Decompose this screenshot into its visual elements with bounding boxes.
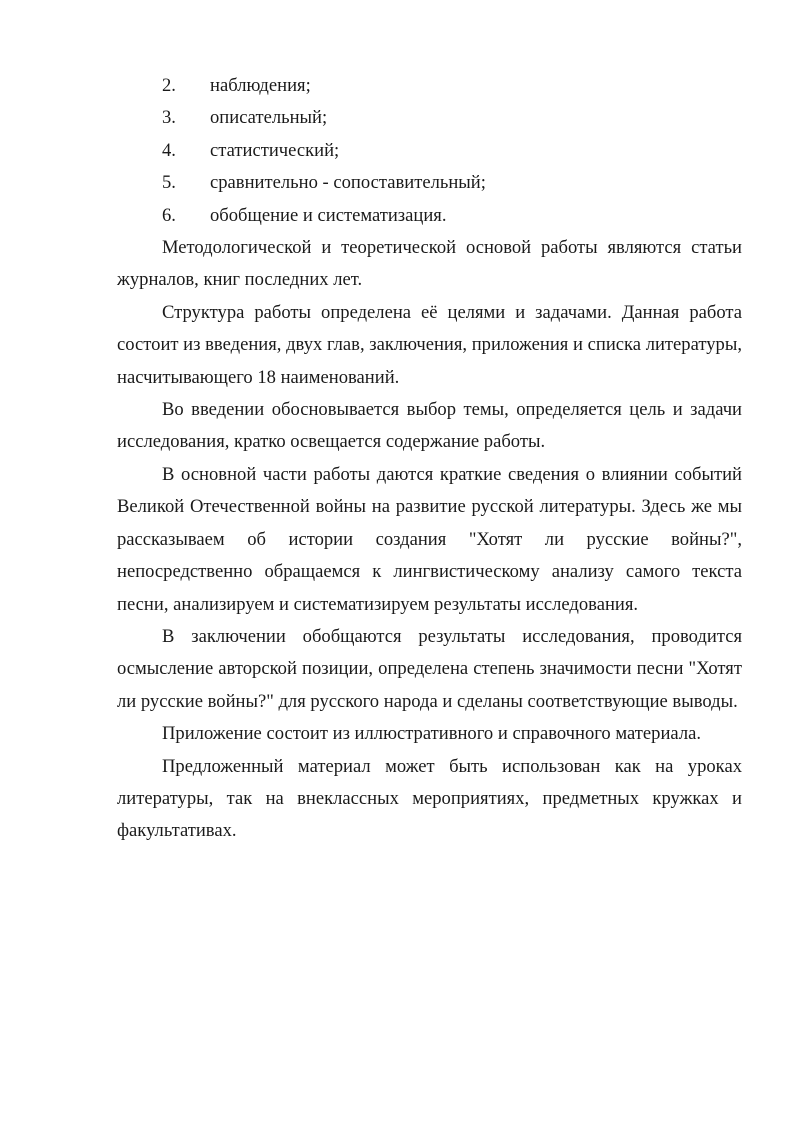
list-number: 3. <box>162 107 176 129</box>
list-text: сравнительно - сопоставительный; <box>210 172 486 194</box>
paragraph-introduction: Во введении обосновывается выбор темы, определяется цель и задачи исследования, кратко освещается содержание работы. <box>117 399 742 453</box>
list-text: обобщение и систематизация. <box>210 204 447 226</box>
paragraph-structure: Структура работы определена её целями и задачами. Данная работа состоит из введения, двух глав, заключения, приложения и списка литературы, насчитывающего 18 наименований. <box>117 301 742 388</box>
paragraph-usage: Предложенный материал может быть использован как на уроках литературы, так на внеклассных мероприятиях, предметных кружках и факультативах. <box>117 755 742 842</box>
list-item <box>117 102 742 134</box>
paragraph-methodology: Методологической и теоретической основой работы являются статьи журналов, книг последних лет. <box>117 237 742 291</box>
list-number: 6. <box>162 204 176 226</box>
list-item <box>117 200 742 232</box>
paragraph-appendix: Приложение состоит из иллюстративного и справочного материала. <box>162 723 701 745</box>
list-text: наблюдения; <box>210 75 311 96</box>
list-item <box>117 70 742 102</box>
list-text: статистический; <box>210 139 340 161</box>
list-number: 5. <box>162 172 176 194</box>
paragraph-conclusion: В заключении обобщаются результаты исследования, проводится осмысление авторской позиции, определена степень значимости песни "Хотят ли русские войны?" для русского народа и сделаны соответствующие выводы. <box>117 625 742 712</box>
list-number: 4. <box>162 139 176 161</box>
list-item <box>117 167 742 199</box>
list-text: описательный; <box>210 107 328 129</box>
document-page <box>117 70 742 848</box>
list-item <box>117 135 742 167</box>
list-number: 2. <box>162 75 176 96</box>
paragraph-main-part: В основной части работы даются краткие сведения о влиянии событий Великой Отечественной войны на развитие русской литературы. Здесь же мы рассказываем об истории создания "Хотят ли русские войны?", непосредственно обращаемся к лингвистическому анализу самого текста песни, анализируем и систематизируем результаты исследования. <box>117 463 742 615</box>
